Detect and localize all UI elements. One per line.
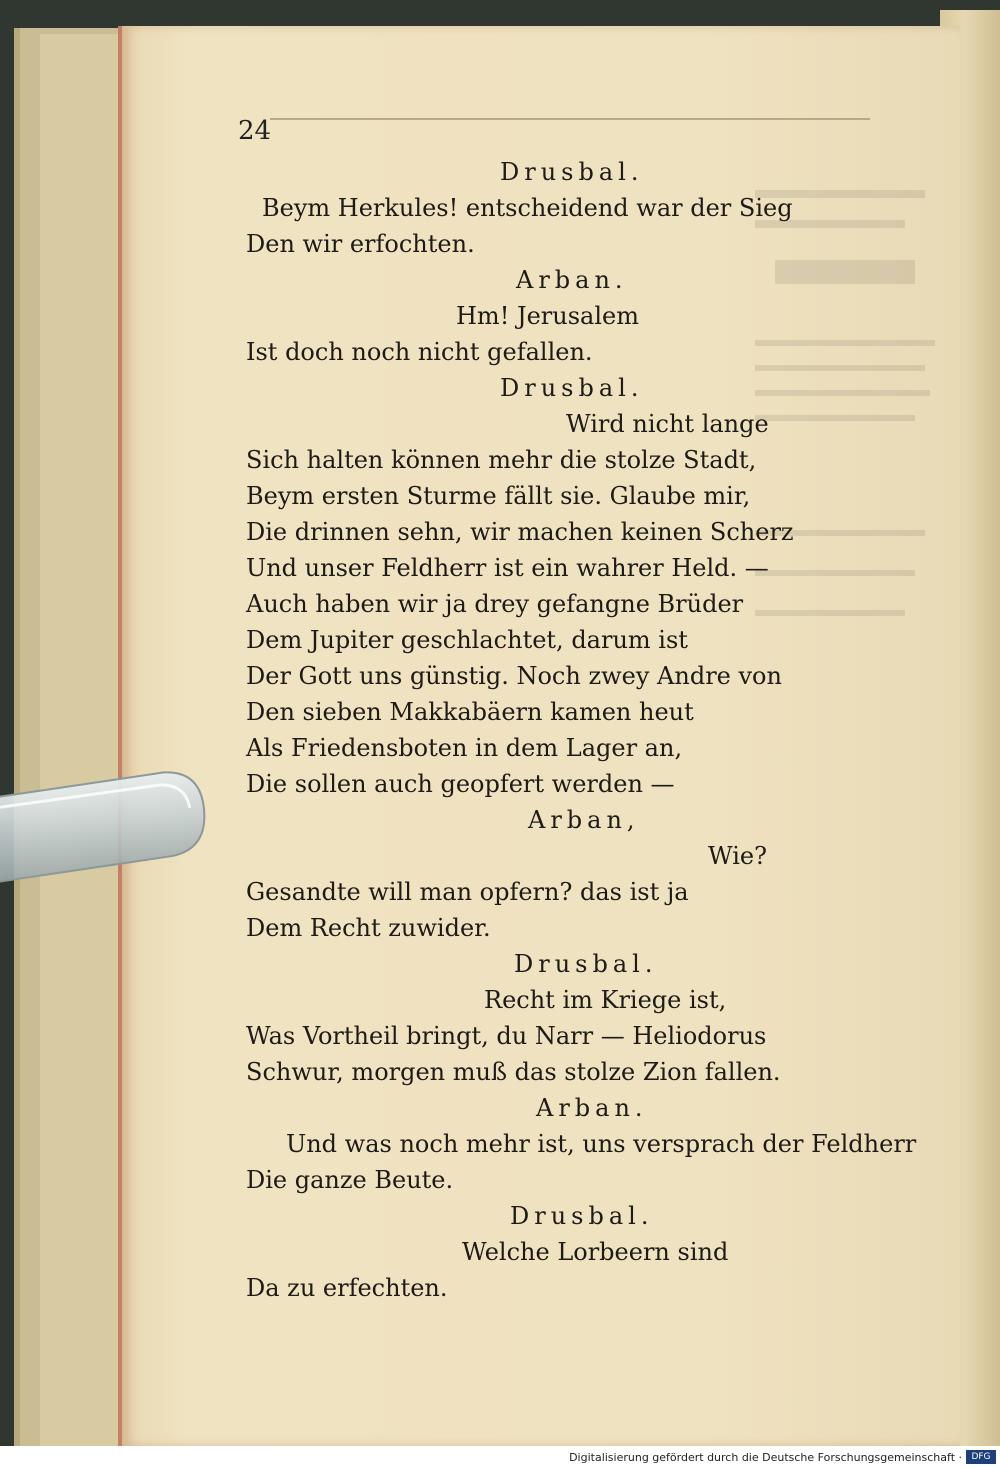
- verse-line: Ist doch noch nicht gefallen.: [246, 338, 593, 366]
- verse-line: Welche Lorbeern sind: [462, 1238, 729, 1266]
- verse-line: Auch haben wir ja drey gefangne Brüder: [246, 590, 744, 618]
- verse-line: Und unser Feldherr ist ein wahrer Held. —: [246, 554, 769, 582]
- verse-line: Was Vortheil bringt, du Narr — Heliodorus: [246, 1022, 767, 1050]
- speaker-name: Drusbal.: [510, 1202, 654, 1230]
- verse-line: Schwur, morgen muß das stolze Zion fallen.: [246, 1058, 781, 1086]
- speaker-name: Drusbal.: [514, 950, 658, 978]
- verse-line: Hm! Jerusalem: [456, 302, 639, 330]
- verse-line: Die drinnen sehn, wir machen keinen Scherz: [246, 518, 794, 546]
- verse-line: Und was noch mehr ist, uns versprach der Feldherr: [286, 1130, 917, 1158]
- verse-line: Dem Recht zuwider.: [246, 914, 491, 942]
- page-number: 24: [238, 116, 272, 146]
- speaker-name: Arban.: [536, 1094, 648, 1122]
- speaker-name: Arban.: [516, 266, 628, 294]
- speaker-name: Drusbal.: [500, 158, 644, 186]
- footer-credit: Digitalisierung gefördert durch die Deutsche Forschungsgemeinschaft ·: [569, 1451, 962, 1464]
- verse-line: Als Friedensboten in dem Lager an,: [246, 734, 683, 762]
- footer: [0, 1446, 1000, 1469]
- verse-line: Den sieben Makkabäern kamen heut: [246, 698, 694, 726]
- speaker-name: Arban,: [528, 806, 640, 834]
- verse-line: Der Gott uns günstig. Noch zwey Andre von: [246, 662, 782, 690]
- verse-line: Beym ersten Sturme fällt sie. Glaube mir,: [246, 482, 751, 510]
- verse-line: Beym Herkules! entscheidend war der Sieg: [262, 194, 793, 222]
- header-rule: [270, 118, 870, 120]
- verse-line: Recht im Kriege ist,: [484, 986, 727, 1014]
- verse-line: Gesandte will man opfern? das ist ja: [246, 878, 689, 906]
- verse-line: Wird nicht lange: [566, 410, 769, 438]
- speaker-name: Drusbal.: [500, 374, 644, 402]
- dfg-logo: DFG: [966, 1450, 996, 1464]
- show-through-text: [745, 150, 945, 650]
- verse-line: Wie?: [708, 842, 767, 870]
- verse-line: Dem Jupiter geschlachtet, darum ist: [246, 626, 688, 654]
- verse-line: Den wir erfochten.: [246, 230, 475, 258]
- page-clip: [0, 756, 217, 900]
- verse-line: Die ganze Beute.: [246, 1166, 454, 1194]
- verse-line: Sich halten können mehr die stolze Stadt,: [246, 446, 757, 474]
- verse-line: Die sollen auch geopfert werden —: [246, 770, 675, 798]
- verse-line: Da zu erfechten.: [246, 1274, 448, 1302]
